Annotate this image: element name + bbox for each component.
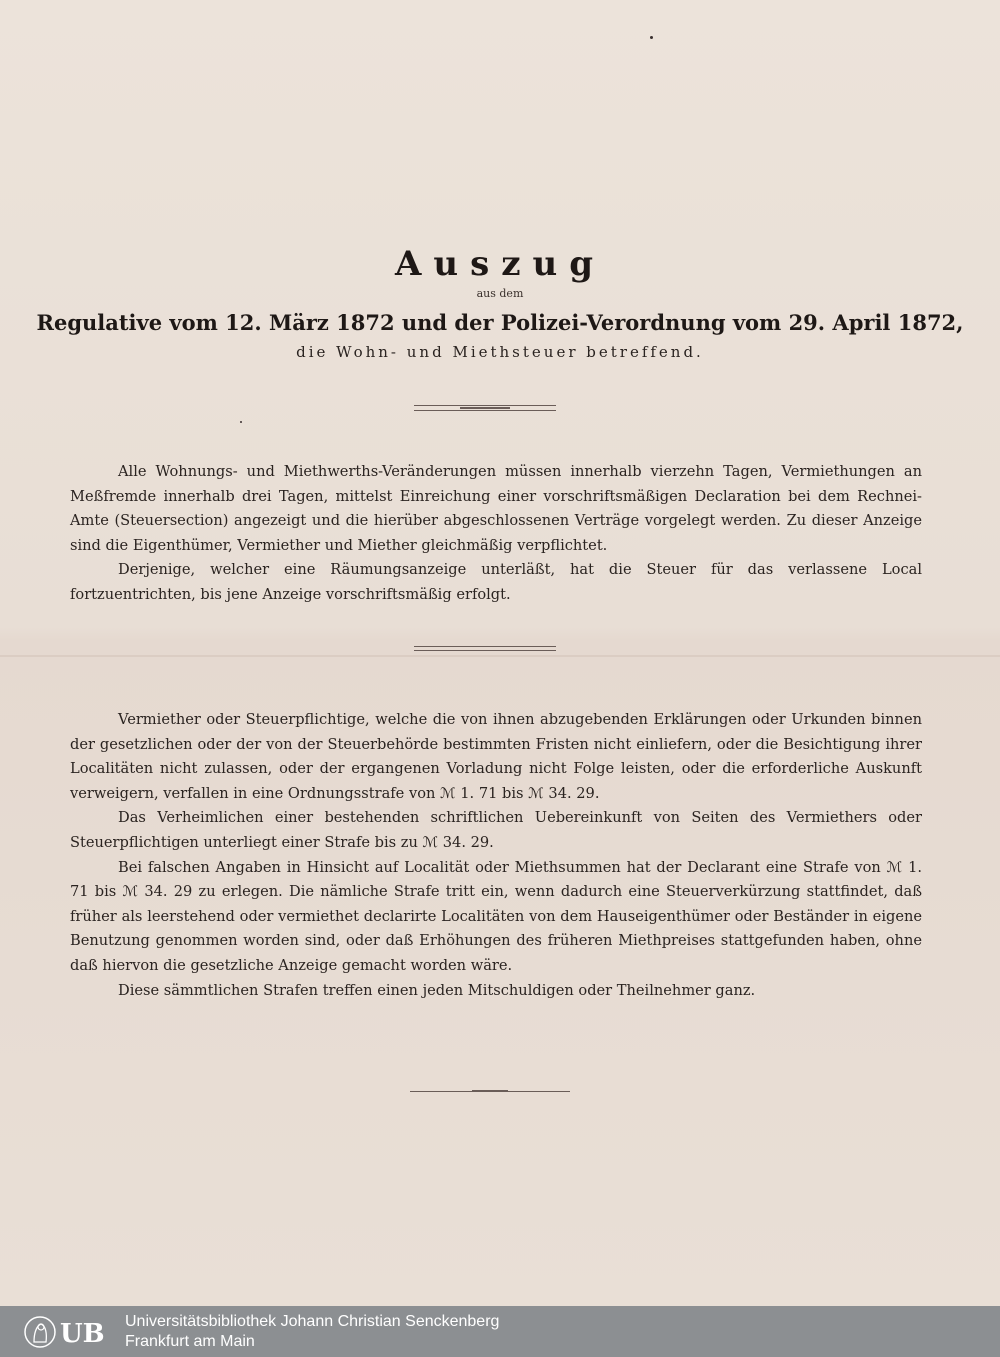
divider-rule-top bbox=[414, 646, 556, 647]
divider-rule-bottom bbox=[414, 650, 556, 651]
section-1-paragraph-2: Derjenige, welcher eine Räumungsanzeige unterläßt, hat die Steuer für das verlassene Local fortzuentrichten, bis jene Anzeige vorschriftsmäßig erfolgt. bbox=[70, 561, 922, 603]
title-connector: aus dem bbox=[476, 287, 524, 300]
section-2-paragraph-4: Diese sämmtlichen Strafen treffen einen jeden Mitschuldigen oder Theilnehmer ganz. bbox=[118, 981, 756, 999]
paper-speck bbox=[240, 421, 242, 423]
ornament-rule-bottom bbox=[414, 410, 556, 411]
document-subtitle-line2: die Wohn- und Miethsteuer betreffend. bbox=[296, 343, 704, 361]
library-location: Frankfurt am Main bbox=[125, 1333, 255, 1350]
section-2-paragraph-3: Bei falschen Angaben in Hinsicht auf Localität oder Miethsummen hat der Declarant eine Strafe von ℳ 1. 71 bis ℳ 34. 29 zu erlegen. Die nämliche Strafe tritt ein, wenn dadurch eine Steuerverkürzung stattfindet, daß früher als leerstehend oder vermiethet declarirte Localitäten von dem Hauseigenthümer oder Beständer in eigene Benutzung genommen worden sind, oder daß Erhöhungen des früheren Miethpreises stattgefunden haben, ohne daß hiervon die gesetzliche Anzeige gemacht worden wäre. bbox=[70, 858, 922, 974]
end-ornament-center bbox=[472, 1090, 508, 1092]
document-subtitle: Regulative vom 12. März 1872 und der Polizei-Verordnung vom 29. April 1872, bbox=[36, 310, 964, 335]
paper-speck bbox=[650, 36, 653, 39]
document-title: Auszug bbox=[394, 244, 606, 284]
logo-lettering: UB bbox=[60, 1319, 105, 1349]
section-2 bbox=[70, 708, 922, 1003]
ornament-rule-center bbox=[460, 407, 510, 409]
section-2-paragraph-1: Vermiether oder Steuerpflichtige, welche die von ihnen abzugebenden Erklärungen oder Urkunden binnen der gesetzlichen oder der von der Steuerbehörde bestimmten Fristen nicht einliefern, oder die Besichtigung ihrer Localitäten nicht zulassen, oder der ergangenen Vorladung nicht Folge leisten, oder die erforderliche Auskunft verweigern, verfallen in eine Ordnungsstrafe von ℳ 1. 71 bis ℳ 34. 29. bbox=[70, 711, 922, 802]
section-1-paragraph-1: Alle Wohnungs- und Miethwerths-Veränderungen müssen innerhalb vierzehn Tagen, Vermiethungen an Meßfremde innerhalb drei Tagen, mittelst Einreichung einer vorschriftsmäßigen Declaration bei dem Rechnei-Amte (Steuersection) angezeigt und die hierüber abgeschlossenen Verträge vorgelegt werden. Zu dieser Anzeige sind die Eigenthümer, Vermiether und Miether gleichmäßig verpflichtet. bbox=[70, 463, 922, 554]
library-name: Universitätsbibliothek Johann Christian Senckenberg bbox=[125, 1313, 500, 1330]
page-fold bbox=[0, 655, 1000, 657]
university-library-logo bbox=[22, 1314, 116, 1350]
ornament-rule-top bbox=[414, 405, 556, 406]
section-1 bbox=[70, 460, 922, 608]
section-2-paragraph-2: Das Verheimlichen einer bestehenden schriftlichen Uebereinkunft von Seiten des Vermiethers oder Steuerpflichtigen unterliegt einer Strafe bis zu ℳ 34. 29. bbox=[70, 809, 922, 851]
library-footer bbox=[0, 1306, 1000, 1357]
